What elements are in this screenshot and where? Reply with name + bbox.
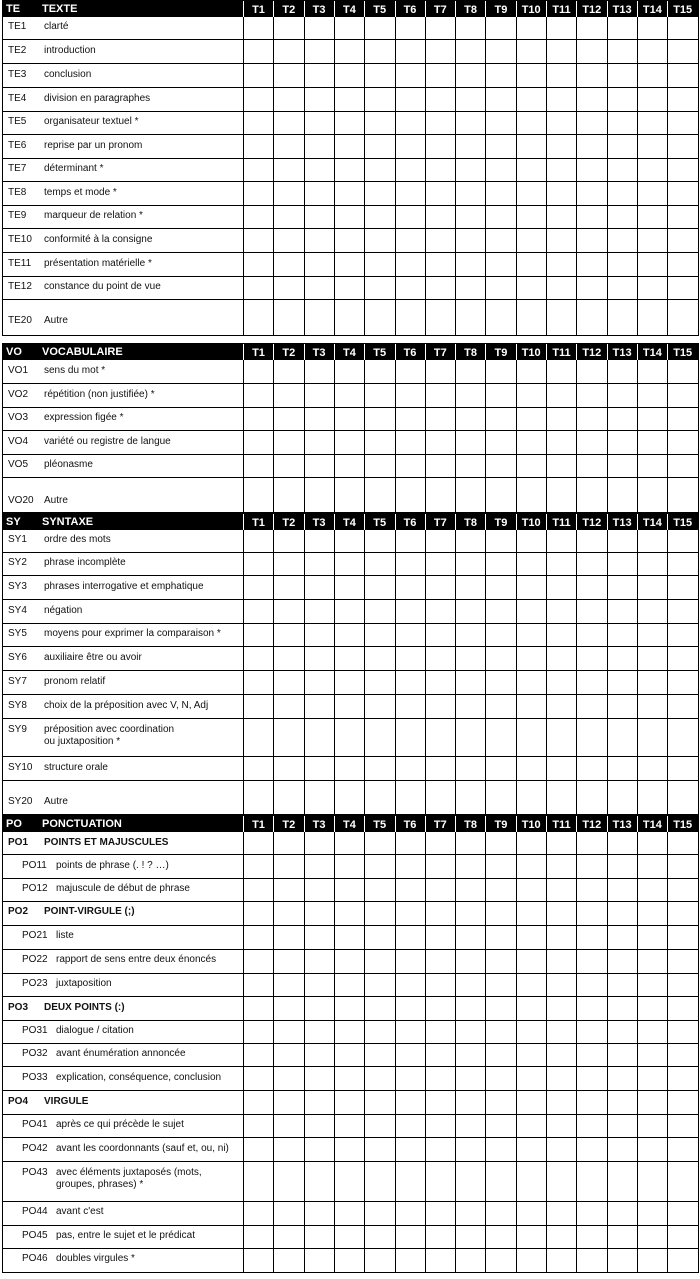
column-header-t7: T7 <box>425 514 455 530</box>
column-header-t1: T1 <box>243 514 273 530</box>
column-header-t9: T9 <box>485 344 515 360</box>
column-header-t3: T3 <box>304 344 334 360</box>
criterion-label: explication, conséquence, conclusion <box>56 1072 222 1083</box>
column-header-t5: T5 <box>364 1 394 17</box>
criterion-code: TE2 <box>8 45 27 56</box>
criterion-label: Autre <box>44 495 68 506</box>
criterion-row <box>8 315 240 341</box>
criterion-row <box>8 281 240 307</box>
grid-column-line <box>304 832 305 1272</box>
criterion-code: TE9 <box>8 210 27 221</box>
column-header-t15: T15 <box>667 816 697 832</box>
grid-column-line <box>334 17 335 335</box>
grid-column-line <box>667 530 668 814</box>
grid-column-line <box>395 530 396 814</box>
criterion-code: PO41 <box>22 1119 48 1130</box>
criterion-label: dialogue / citation <box>56 1025 134 1036</box>
criterion-code: PO12 <box>22 883 48 894</box>
section-sy <box>2 513 699 815</box>
criterion-label: Autre <box>44 315 68 326</box>
criterion-label: moyens pour exprimer la comparaison * <box>44 628 221 639</box>
criterion-row <box>8 1167 240 1193</box>
column-header-t2: T2 <box>273 514 303 530</box>
criterion-row <box>8 1253 240 1279</box>
criterion-code: PO11 <box>22 860 47 871</box>
criterion-code: TE3 <box>8 69 27 80</box>
section-title: PONCTUATION <box>42 818 122 830</box>
column-header-t8: T8 <box>455 816 485 832</box>
criterion-label: reprise par un pronom <box>44 140 143 151</box>
criterion-label: VIRGULE <box>44 1096 89 1107</box>
criterion-row <box>8 930 240 956</box>
grid-column-line <box>395 17 396 335</box>
criterion-row <box>8 724 240 750</box>
criterion-label: points de phrase (. ! ? …) <box>56 860 169 871</box>
column-header-t11: T11 <box>546 1 576 17</box>
grid-column-line <box>576 832 577 1272</box>
criterion-code: TE7 <box>8 163 27 174</box>
section-header <box>3 1 698 17</box>
grid-column-line <box>546 17 547 335</box>
criterion-code: SY4 <box>8 605 27 616</box>
column-header-t7: T7 <box>425 344 455 360</box>
criterion-label: déterminant * <box>44 163 104 174</box>
criterion-row <box>8 700 240 726</box>
criterion-code: PO32 <box>22 1048 48 1059</box>
criterion-row <box>8 1206 240 1232</box>
grid-column-line <box>667 832 668 1272</box>
criterion-code: PO46 <box>22 1253 48 1264</box>
criterion-code: PO33 <box>22 1072 48 1083</box>
column-header-t14: T14 <box>637 344 667 360</box>
criterion-label: conformité à la consigne <box>44 234 153 245</box>
criterion-code: PO42 <box>22 1143 48 1154</box>
column-header-t9: T9 <box>485 514 515 530</box>
criterion-code: VO4 <box>8 436 29 447</box>
criterion-code: PO3 <box>8 1002 29 1013</box>
grid-column-line <box>304 530 305 814</box>
grid-column-line <box>395 832 396 1272</box>
column-header-t13: T13 <box>607 816 637 832</box>
criterion-row <box>8 954 240 980</box>
column-header-t6: T6 <box>395 1 425 17</box>
column-header-t10: T10 <box>516 344 546 360</box>
section-code: TE <box>6 3 21 15</box>
criterion-code: PO21 <box>22 930 48 941</box>
criterion-row <box>8 45 240 71</box>
criterion-code: TE10 <box>8 234 32 245</box>
column-header-t5: T5 <box>364 816 394 832</box>
column-header-t12: T12 <box>576 1 606 17</box>
column-header-t13: T13 <box>607 514 637 530</box>
criterion-code: TE11 <box>8 258 32 269</box>
criterion-label: pas, entre le sujet et le prédicat <box>56 1230 195 1241</box>
criterion-code: SY20 <box>8 796 33 807</box>
section-code: PO <box>6 818 22 830</box>
column-header-t4: T4 <box>334 344 364 360</box>
grid-column-line <box>425 17 426 335</box>
grid-column-line <box>273 17 274 335</box>
criterion-label: temps et mode * <box>44 187 117 198</box>
column-header-t5: T5 <box>364 344 394 360</box>
column-header-t14: T14 <box>637 1 667 17</box>
grid-column-line <box>546 832 547 1272</box>
criterion-label: introduction <box>44 45 96 56</box>
column-header-t3: T3 <box>304 1 334 17</box>
column-header-t1: T1 <box>243 816 273 832</box>
criterion-row <box>8 676 240 702</box>
criterion-row <box>8 21 240 47</box>
section-code: VO <box>6 346 22 358</box>
criterion-label: organisateur textuel * <box>44 116 139 127</box>
criterion-label: conclusion <box>44 69 92 80</box>
criterion-label: pléonasme <box>44 459 93 470</box>
criterion-code: VO2 <box>8 389 29 400</box>
criterion-code: PO2 <box>8 906 29 917</box>
grid-column-line <box>485 530 486 814</box>
column-header-t10: T10 <box>516 514 546 530</box>
column-header-t6: T6 <box>395 514 425 530</box>
criterion-label: structure orale <box>44 762 108 773</box>
grid-column-line <box>485 832 486 1272</box>
criterion-label: POINTS ET MAJUSCULES <box>44 837 169 848</box>
criterion-code: PO31 <box>22 1025 48 1036</box>
column-header-t7: T7 <box>425 816 455 832</box>
criterion-label: avant énumération annoncée <box>56 1048 186 1059</box>
column-header-t4: T4 <box>334 1 364 17</box>
column-header-t12: T12 <box>576 514 606 530</box>
column-header-t15: T15 <box>667 1 697 17</box>
grid-column-line <box>637 17 638 335</box>
grid-column-line <box>637 530 638 814</box>
criterion-label: présentation matérielle * <box>44 258 152 269</box>
column-header-t11: T11 <box>546 344 576 360</box>
criterion-row <box>8 116 240 142</box>
column-header-t12: T12 <box>576 816 606 832</box>
column-header-t8: T8 <box>455 514 485 530</box>
criterion-row <box>8 581 240 607</box>
column-header-t9: T9 <box>485 816 515 832</box>
grid-column-line <box>243 530 244 814</box>
section-header <box>3 514 698 530</box>
criterion-row <box>8 978 240 1004</box>
grid-column-line <box>576 17 577 335</box>
criterion-row <box>8 1119 240 1145</box>
criterion-code: TE1 <box>8 21 27 32</box>
column-header-t15: T15 <box>667 514 697 530</box>
criterion-label: négation <box>44 605 83 616</box>
criterion-label: variété ou registre de langue <box>44 436 171 447</box>
column-header-t3: T3 <box>304 816 334 832</box>
grid-column-line <box>516 832 517 1272</box>
grid-column-line <box>698 17 699 335</box>
criterion-code: VO5 <box>8 459 29 470</box>
grid-column-line <box>637 832 638 1272</box>
criterion-code: TE12 <box>8 281 32 292</box>
grid-column-line <box>364 17 365 335</box>
column-header-t15: T15 <box>667 344 697 360</box>
criterion-label: phrase incomplète <box>44 557 126 568</box>
criterion-label: expression figée * <box>44 412 124 423</box>
criterion-code: VO20 <box>8 495 34 506</box>
criterion-label: préposition avec coordination <box>44 724 175 735</box>
criterion-row <box>8 1143 240 1169</box>
column-header-t4: T4 <box>334 514 364 530</box>
criterion-label: POINT-VIRGULE (;) <box>44 906 135 917</box>
criterion-code: PO44 <box>22 1206 48 1217</box>
column-header-t5: T5 <box>364 514 394 530</box>
grid-column-line <box>243 832 244 1272</box>
criterion-row <box>8 210 240 236</box>
criterion-code: SY7 <box>8 676 27 687</box>
criterion-label: doubles virgules * <box>56 1253 135 1264</box>
criterion-label: pronom relatif <box>44 676 106 687</box>
column-header-t2: T2 <box>273 344 303 360</box>
column-header-t6: T6 <box>395 816 425 832</box>
criterion-label-continued: groupes, phrases) * <box>56 1179 144 1190</box>
grid-column-line <box>546 530 547 814</box>
grid-column-line <box>273 832 274 1272</box>
grid-row-line <box>3 756 698 757</box>
criterion-label: marqueur de relation * <box>44 210 143 221</box>
criterion-label: choix de la préposition avec V, N, Adj <box>44 700 209 711</box>
criterion-row <box>8 163 240 189</box>
criterion-label: phrases interrogative et emphatique <box>44 581 204 592</box>
criterion-code: PO1 <box>8 837 29 848</box>
criterion-label: constance du point de vue <box>44 281 161 292</box>
grid-column-line <box>243 17 244 335</box>
criterion-row <box>8 69 240 95</box>
criterion-label: avant les coordonnants (sauf et, ou, ni) <box>56 1143 229 1154</box>
column-header-t11: T11 <box>546 514 576 530</box>
criterion-row <box>8 1072 240 1098</box>
criterion-row <box>8 365 240 391</box>
grid-column-line <box>607 832 608 1272</box>
criterion-row <box>8 652 240 678</box>
criterion-code: TE6 <box>8 140 27 151</box>
criterion-code: PO4 <box>8 1096 29 1107</box>
section-header <box>3 816 698 832</box>
column-header-t10: T10 <box>516 816 546 832</box>
section-header <box>3 344 698 360</box>
criterion-label: liste <box>56 930 74 941</box>
column-header-t13: T13 <box>607 344 637 360</box>
criterion-label: auxiliaire être ou avoir <box>44 652 142 663</box>
grid-column-line <box>455 832 456 1272</box>
grid-column-line <box>334 832 335 1272</box>
grid-column-line <box>425 832 426 1272</box>
column-header-t14: T14 <box>637 514 667 530</box>
criterion-row <box>8 762 240 788</box>
column-header-t1: T1 <box>243 1 273 17</box>
column-header-t1: T1 <box>243 344 273 360</box>
criterion-label: ordre des mots <box>44 534 111 545</box>
column-header-t2: T2 <box>273 1 303 17</box>
criterion-row <box>8 628 240 654</box>
criterion-code: SY1 <box>8 534 27 545</box>
grid-column-line <box>516 17 517 335</box>
column-header-t7: T7 <box>425 1 455 17</box>
column-header-t14: T14 <box>637 816 667 832</box>
criterion-label: division en paragraphes <box>44 93 151 104</box>
criterion-row <box>8 412 240 438</box>
section-title: VOCABULAIRE <box>42 346 123 358</box>
criterion-label: Autre <box>44 796 68 807</box>
criterion-row <box>8 906 240 932</box>
grid-column-line <box>425 530 426 814</box>
grid-column-line <box>273 530 274 814</box>
criterion-code: SY8 <box>8 700 27 711</box>
criterion-code: SY3 <box>8 581 27 592</box>
criterion-code: SY10 <box>8 762 33 773</box>
criterion-code: VO1 <box>8 365 29 376</box>
criterion-code: SY9 <box>8 724 27 735</box>
criterion-row <box>8 1048 240 1074</box>
criterion-label: rapport de sens entre deux énoncés <box>56 954 217 965</box>
grid-column-line <box>364 530 365 814</box>
criterion-label: après ce qui précède le sujet <box>56 1119 184 1130</box>
section-code: SY <box>6 516 21 528</box>
criterion-code: SY5 <box>8 628 27 639</box>
criterion-code: SY6 <box>8 652 27 663</box>
section-vo <box>2 343 699 513</box>
column-header-t13: T13 <box>607 1 637 17</box>
criterion-label: clarté <box>44 21 69 32</box>
criterion-code: TE5 <box>8 116 27 127</box>
section-po <box>2 815 699 1273</box>
grid-column-line <box>364 832 365 1272</box>
criterion-code: TE4 <box>8 93 27 104</box>
criterion-code: TE20 <box>8 315 32 326</box>
grid-column-line <box>334 530 335 814</box>
criterion-code: PO22 <box>22 954 48 965</box>
column-header-t8: T8 <box>455 1 485 17</box>
grid-column-line <box>667 17 668 335</box>
column-header-t8: T8 <box>455 344 485 360</box>
criterion-label: avec éléments juxtaposés (mots, <box>56 1167 202 1178</box>
criterion-code: PO23 <box>22 978 48 989</box>
criterion-code: PO43 <box>22 1167 48 1178</box>
column-header-t10: T10 <box>516 1 546 17</box>
criterion-code: VO3 <box>8 412 29 423</box>
column-header-t2: T2 <box>273 816 303 832</box>
criterion-label: sens du mot * <box>44 365 106 376</box>
grid-column-line <box>516 530 517 814</box>
grid-column-line <box>455 530 456 814</box>
criterion-code: PO45 <box>22 1230 48 1241</box>
grid-column-line <box>698 530 699 814</box>
column-header-t9: T9 <box>485 1 515 17</box>
grid-column-line <box>304 17 305 335</box>
criterion-row <box>8 234 240 260</box>
criterion-label: DEUX POINTS (:) <box>44 1002 125 1013</box>
section-te <box>2 0 699 336</box>
criterion-row <box>8 459 240 485</box>
criterion-code: TE8 <box>8 187 27 198</box>
criterion-label: juxtaposition <box>56 978 112 989</box>
grid-column-line <box>485 17 486 335</box>
grid-column-line <box>607 530 608 814</box>
criterion-label-continued: ou juxtaposition * <box>44 736 121 747</box>
criterion-code: SY2 <box>8 557 27 568</box>
grid-column-line <box>576 530 577 814</box>
column-header-t4: T4 <box>334 816 364 832</box>
grid-column-line <box>455 17 456 335</box>
column-header-t12: T12 <box>576 344 606 360</box>
section-title: TEXTE <box>42 3 78 15</box>
grid-column-line <box>698 832 699 1272</box>
grid-row-line <box>3 1201 698 1202</box>
criterion-label: majuscule de début de phrase <box>56 883 190 894</box>
criterion-label: répétition (non justifiée) * <box>44 389 155 400</box>
column-header-t11: T11 <box>546 816 576 832</box>
evaluation-grid <box>2 0 699 1273</box>
criterion-row <box>8 557 240 583</box>
section-title: SYNTAXE <box>42 516 94 528</box>
column-header-t6: T6 <box>395 344 425 360</box>
grid-column-line <box>607 17 608 335</box>
column-header-t3: T3 <box>304 514 334 530</box>
criterion-label: avant c'est <box>56 1206 104 1217</box>
